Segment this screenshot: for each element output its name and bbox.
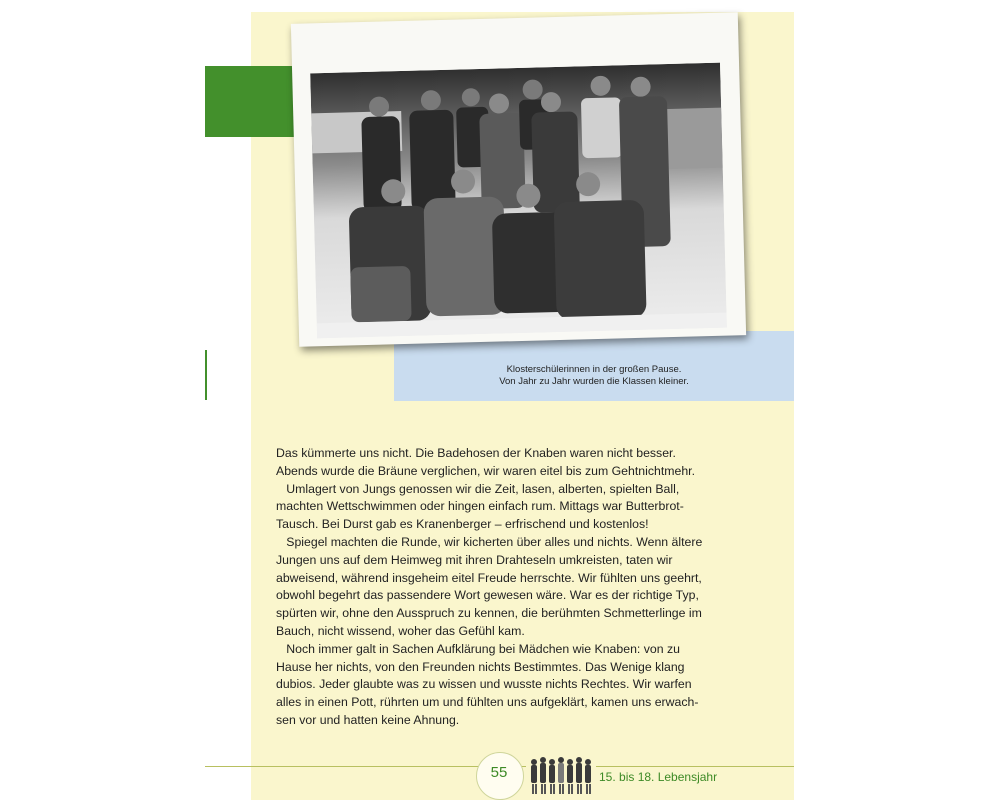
text-line: Tausch. Bei Durst gab es Kranenberger – erfrischend und kostenlos! xyxy=(276,517,649,532)
caption-line: Von Jahr zu Jahr wurden die Klassen kleiner. xyxy=(499,376,689,387)
page-number: 55 xyxy=(490,764,508,781)
text-line: abweisend, während insgeheim eitel Freude herrschte. Wir fühlten uns geehrt, xyxy=(276,570,702,585)
footer-thumbnail-photo xyxy=(526,754,596,798)
text-line: dubios. Jeder glaubte was zu wissen und wusste nichts Rechtes. Wir warfen xyxy=(276,677,692,692)
text-line: alles in einen Pott, rührten um und fühlten uns aufgeklärt, kamen uns erwach- xyxy=(276,695,699,710)
green-margin-mark xyxy=(205,350,207,400)
photo-caption xyxy=(394,364,794,388)
text-line: machten Wettschwimmen oder hingen einfach rum. Mittags war Butterbrot- xyxy=(276,499,684,514)
section-label: 15. bis 18. Lebensjahr xyxy=(599,770,718,784)
text-line: Noch immer galt in Sachen Aufklärung bei Mädchen wie Knaben: von zu xyxy=(276,641,680,656)
text-line: Bauch, nicht wissend, woher das Gefühl kam. xyxy=(276,623,525,638)
group-photo xyxy=(310,63,727,339)
text-line: Abends wurde die Bräune verglichen, wir waren eitel bis zum Gehtnichtmehr. xyxy=(276,463,695,478)
text-line: Spiegel machten die Runde, wir kicherten über alles und nichts. Wenn ältere xyxy=(276,534,703,549)
text-line: Das kümmerte uns nicht. Die Badehosen der Knaben waren nicht besser. xyxy=(276,446,676,460)
text-line: sen vor und hatten keine Ahnung. xyxy=(276,712,460,727)
text-line: Umlagert von Jungs genossen wir die Zeit, lasen, alberten, spielten Ball, xyxy=(276,481,680,496)
caption-line: Klosterschülerinnen in der großen Pause. xyxy=(506,364,682,375)
text-line: spürten wir, ohne den Ausspruch zu kennen, die berühmten Schmetterlinge im xyxy=(276,606,702,621)
green-accent-block xyxy=(205,66,299,137)
body-text xyxy=(276,445,776,730)
text-line: Hause her nichts, von den Freunden nichts Bestimmtes. Das Wenige klang xyxy=(276,659,685,674)
text-line: Jungen uns auf dem Heimweg mit ihren Drahteseln umkreisten, taten wir xyxy=(276,552,673,567)
text-line: obwohl begehrt das passendere Wort gewesen wäre. War es der richtige Typ, xyxy=(276,588,699,603)
photo-frame xyxy=(291,12,746,347)
